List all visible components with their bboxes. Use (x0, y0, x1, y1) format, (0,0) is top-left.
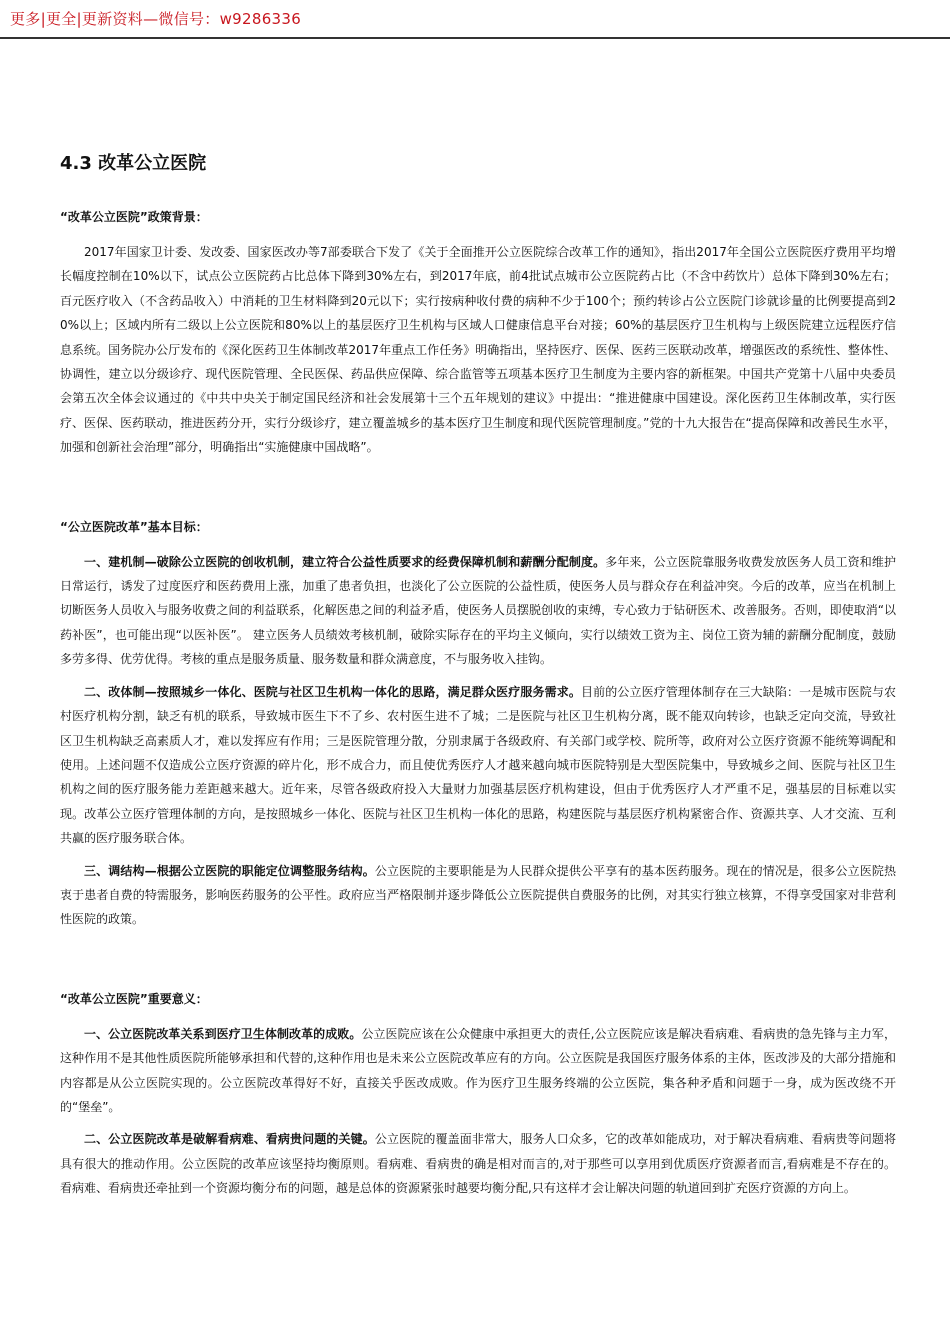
significance-2-lead: 二、公立医院改革是破解看病难、看病贵问题的关键。 (84, 1132, 375, 1147)
significance-label: “改革公立医院”重要意义： (60, 991, 208, 1006)
goal-3-lead: 三、调结构—根据公立医院的职能定位调整服务结构。 (84, 863, 375, 878)
goal-2-text: 目前的公立医疗管理体制存在三大缺陷：一是城市医院与农村医疗机构分割，缺乏有机的联系，导致城市医生下不了乡、农村医生进不了城；二是医院与社区卫生机构分离，既不能双向转诊，也缺乏定向交流，导致社区卫生机构缺乏高素质人才，难以发挥应有作用；三是医院管理分散，分别隶属于各级政府、有关部门或学校、院所等，政府对公立医疗资源不能统筹调配和使用。上述问题不仅造成公立医疗资源的碎片化，形不成合力，而且使优秀医疗人才越来越向城市医院特别是大型医院集中，导致城乡之间、医院与社区卫生机构之间的医疗服务能力差距越来越大。近年来，尽管各级政府投入大量财力加强基层医疗机构建设，但由于优秀医疗人才严重不足，强基层的目标难以实现。改革公立医疗管理体制的方向，是按照城乡一体化、医院与社区卫生机构一体化的思路，构建医院与基层医疗机构紧密合作、资源共享、人才交流、互利共赢的医疗服务联合体。 (60, 684, 896, 846)
watermark-text: 更多|更全|更新资料—微信号：w9286336 (10, 10, 302, 28)
background-label: “改革公立医院”政策背景： (60, 210, 208, 224)
section-title: 4.3 改革公立医院 (60, 153, 207, 174)
header-divider (0, 37, 950, 39)
significance-paragraph-2 (60, 1127, 896, 1200)
goal-paragraph-3 (60, 859, 896, 932)
significance-1-text: 公立医院应该在公众健康中承担更大的责任,公立医院应该是解决看病难、看病贵的急先锋与主力军，这种作用不是其他性质医院所能够承担和代替的,这种作用也是未来公立医院改革应有的方向。公立医院是我国医疗服务体系的主体，医改涉及的大部分措施和内容都是从公立医院实现的。公立医院改革得好不好，直接关乎医改成败。作为医疗卫生服务终端的公立医院，集各种矛盾和问题于一身，成为医改绕不开的“堡垒”。 (60, 1026, 896, 1114)
document-body (60, 150, 896, 1201)
goal-1-text: 多年来，公立医院靠服务收费发放医务人员工资和维护日常运行，诱发了过度医疗和医药费用上涨，加重了患者负担，也淡化了公立医院的公益性质，使医务人员与群众存在利益冲突。今后的改革，应当在机制上切断医务人员收入与服务收费之间的利益联系，化解医患之间的利益矛盾，使医务人员摆脱创收的束缚，专心致力于钻研医术、改善服务。否则，即使取消“以药补医”，也可能出现“以医补医”。 建立医务人员绩效考核机制，破除实际存在的平均主义倾向，实行以绩效工资为主、岗位工资为辅的薪酬分配制度，鼓励多劳多得、优劳优得。考核的重点是服务质量、服务数量和群众满意度，不与服务收入挂钩。 (60, 554, 896, 667)
goal-2-lead: 二、改体制—按照城乡一体化、医院与社区卫生机构一体化的思路，满足群众医疗服务需求。 (84, 684, 581, 699)
goal-1-lead: 一、建机制—破除公立医院的创收机制，建立符合公益性质要求的经费保障机制和薪酬分配制度。 (84, 554, 606, 569)
goal-paragraph-1 (60, 550, 896, 672)
background-paragraph: 2017年国家卫计委、发改委、国家医改办等7部委联合下发了《关于全面推开公立医院综合改革工作的通知》，指出2017年全国公立医院医疗费用平均增长幅度控制在10%以下，试点公立医院药占比总体下降到30%左右，到2017年底，前4批试点城市公立医院药占比（不含中药饮片）总体下降到30%左右；百元医疗收入（不含药品收入）中消耗的卫生材料降到20元以下；实行按病种收付费的病种不少于100个；预约转诊占公立医院门诊就诊量的比例要提高到20%以上；区域内所有二级以上公立医院和80%以上的基层医疗卫生机构与区域人口健康信息平台对接；60%的基层医疗卫生机构与上级医院建立远程医疗信息系统。国务院办公厅发布的《深化医药卫生体制改革2017年重点工作任务》明确指出，坚持医疗、医保、医药三医联动改革，增强医改的系统性、整体性、协调性，建立以分级诊疗、现代医院管理、全民医保、药品供应保障、综合监管等五项基本医疗卫生制度为主要内容的新框架。中国共产党第十八届中央委员会第五次全体会议通过的《中共中央关于制定国民经济和社会发展第十三个五年规划的建议》中提出：“推进健康中国建设。深化医药卫生体制改革，实行医疗、医保、医药联动，推进医药分开，实行分级诊疗，建立覆盖城乡的基本医疗卫生制度和现代医院管理制度。”党的十九大报告在“提高保障和改善民生水平，加强和创新社会治理”部分，明确指出“实施健康中国战略”。 (60, 245, 896, 455)
goal-3-text: 公立医院的主要职能是为人民群众提供公平享有的基本医药服务。现在的情况是，很多公立医院热衷于患者自费的特需服务，影响医药服务的公平性。政府应当严格限制并逐步降低公立医院提供自费服务的比例，对其实行独立核算，不得享受国家对非营利性医院的政策。 (60, 863, 896, 927)
significance-2-text: 公立医院的覆盖面非常大，服务人口众多，它的改革如能成功，对于解决看病难、看病贵等问题将具有很大的推动作用。公立医院的改革应该坚持均衡原则。看病难、看病贵的确是相对而言的,对于那些可以享用到优质医疗资源者而言,看病难是不存在的。 看病难、看病贵还牵扯到一个资源均衡分布的问题，越是总体的资源紧张时越要均衡分配,只有这样才会让解决问题的轨道回到扩充医疗资源的方向上。 (60, 1132, 896, 1196)
goals-label: “公立医院改革”基本目标： (60, 519, 208, 534)
significance-paragraph-1 (60, 1022, 896, 1120)
goal-paragraph-2 (60, 680, 896, 851)
significance-1-lead: 一、公立医院改革关系到医疗卫生体制改革的成败。 (84, 1026, 362, 1041)
